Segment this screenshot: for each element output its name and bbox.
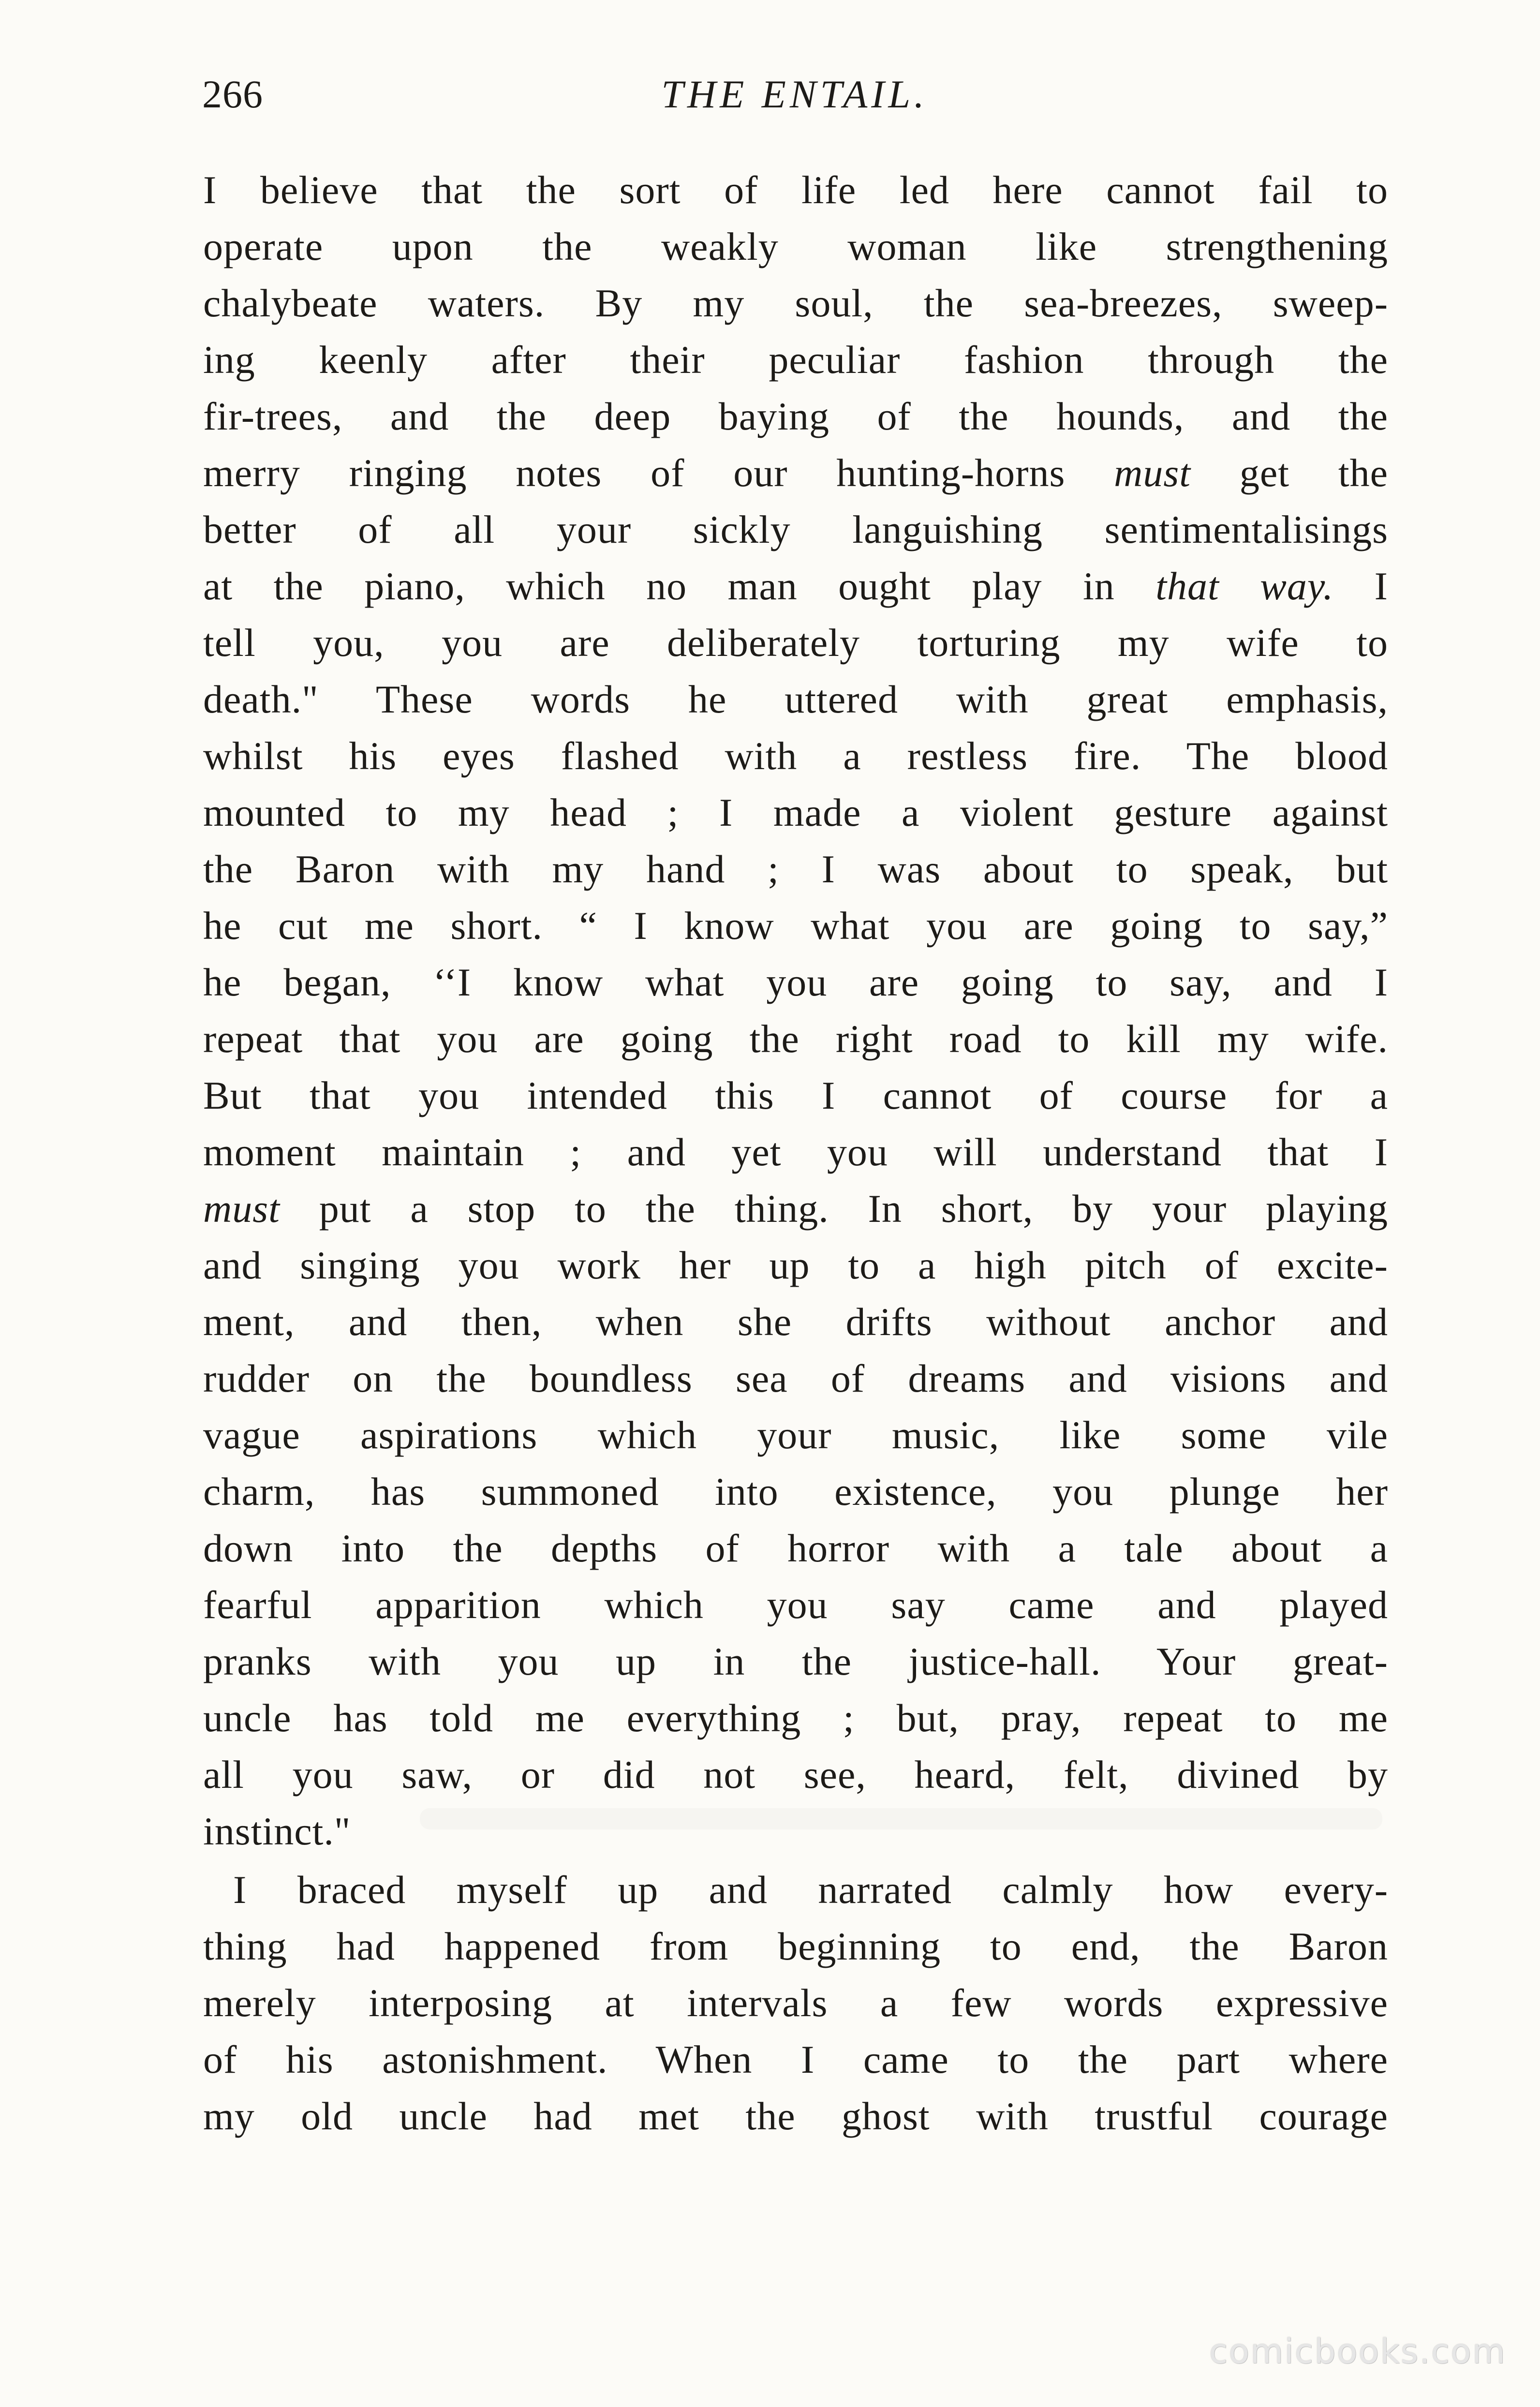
running-title: THE ENTAIL. <box>661 72 928 116</box>
text-line: instinct." <box>203 1809 351 1853</box>
body-text <box>203 162 1388 2144</box>
running-head <box>202 72 1386 130</box>
text-line: moment maintain ; and yet you will understand that I <box>203 1130 1388 1174</box>
text-line: whilst his eyes flashed with a restless fire. The blood <box>203 734 1388 778</box>
text-line: down into the depths of horror with a tale about a <box>203 1526 1388 1570</box>
text-line: death." These words he uttered with great emphasis, <box>203 677 1388 721</box>
text-line: mounted to my head ; I made a violent gesture against <box>203 790 1388 834</box>
text-line: of his astonishment. When I came to the part where <box>203 2037 1388 2081</box>
text-line: at the piano, which no man ought play in that way. I <box>203 564 1388 608</box>
text-line: and singing you work her up to a high pitch of excite- <box>203 1243 1388 1287</box>
text-line: he began, ‘‘I know what you are going to say, and I <box>203 960 1388 1004</box>
text-line: ment, and then, when she drifts without anchor and <box>203 1300 1388 1344</box>
text-line: he cut me short. “ I know what you are going to say,” <box>203 904 1388 948</box>
text-line: thing had happened from beginning to end, the Baron <box>203 1924 1388 1968</box>
page-number: 266 <box>202 72 263 116</box>
text-line: merry ringing notes of our hunting-horns must get the <box>203 451 1388 495</box>
watermark: comicbooks.com <box>1209 2332 1506 2371</box>
text-line: my old uncle had met the ghost with trustful courage <box>203 2094 1388 2138</box>
text-line: ing keenly after their peculiar fashion through the <box>203 338 1388 382</box>
paragraph-2 <box>203 1861 1388 2144</box>
text-line: chalybeate waters. By my soul, the sea-breezes, sweep- <box>203 281 1388 325</box>
text-line: charm, has summoned into existence, you plunge her <box>203 1470 1388 1514</box>
text-line: fir-trees, and the deep baying of the hounds, and the <box>203 394 1388 438</box>
text-line: vague aspirations which your music, like some vile <box>203 1413 1388 1457</box>
text-line: the Baron with my hand ; I was about to speak, but <box>203 847 1388 891</box>
text-line: rudder on the boundless sea of dreams and visions and <box>203 1356 1388 1400</box>
text-line: all you saw, or did not see, heard, felt, divined by <box>203 1753 1388 1797</box>
text-line: fearful apparition which you say came and played <box>203 1583 1388 1627</box>
text-line: repeat that you are going the right road to kill my wife. <box>203 1017 1388 1061</box>
text-line: must put a stop to the thing. In short, by your playing <box>203 1187 1388 1231</box>
text-line: But that you intended this I cannot of course for a <box>203 1073 1388 1117</box>
text-line: pranks with you up in the justice-hall. Your great- <box>203 1639 1388 1683</box>
text-line: merely interposing at intervals a few words expressive <box>203 1981 1388 2025</box>
text-line: better of all your sickly languishing sentimentalisings <box>203 507 1388 551</box>
text-line: operate upon the weakly woman like strengthening <box>203 224 1388 268</box>
scan-smudge <box>420 1808 1382 1829</box>
text-line: I braced myself up and narrated calmly how every- <box>233 1868 1388 1912</box>
text-line: tell you, you are deliberately torturing my wife to <box>203 621 1388 665</box>
text-line: uncle has told me everything ; but, pray, repeat to me <box>203 1696 1388 1740</box>
paragraph-1 <box>203 162 1388 1859</box>
text-line: I believe that the sort of life led here cannot fail to <box>203 168 1388 212</box>
